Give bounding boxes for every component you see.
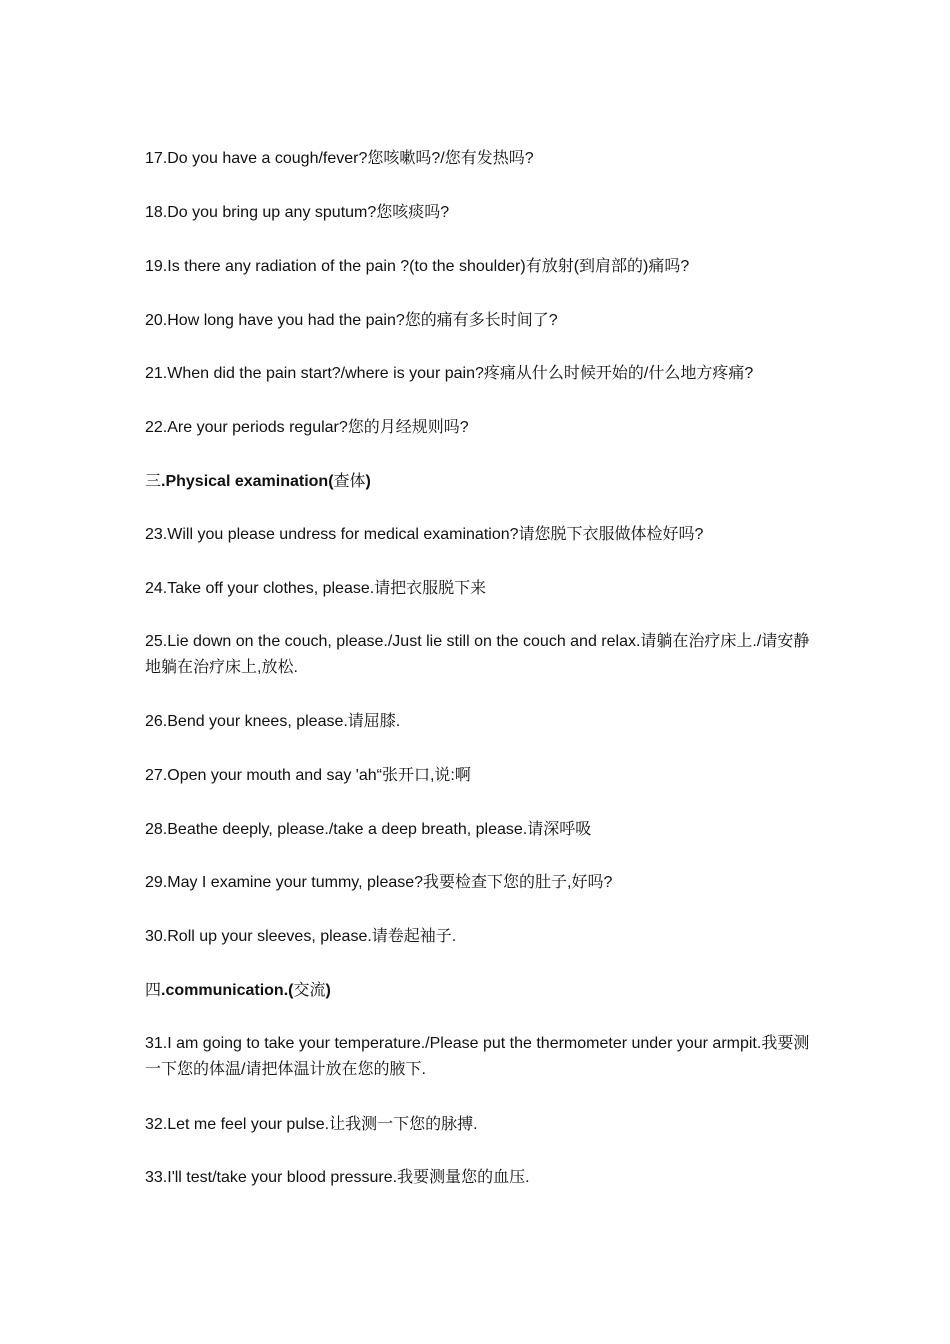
instruction-30: 30.Roll up your sleeves, please.请卷起袖子. [145,928,457,945]
question-17: 17.Do you have a cough/fever?您咳嗽吗?/您有发热吗? [145,150,534,167]
section-title-close: ) [325,982,331,999]
section-title-close: ) [365,473,371,490]
instruction-29: 29.May I examine your tummy, please?我要检查下您的肚子,好吗? [145,874,613,891]
section-title-chinese: 查体 [333,473,366,490]
section-title: .communication.( [161,982,294,999]
question-18: 18.Do you bring up any sputum?您咳痰吗? [145,204,450,221]
section-heading-physical-examination [145,468,815,495]
instruction-23: 23.Will you please undress for medical examination?请您脱下衣服做体检好吗? [145,526,704,543]
statement-33: 33.I'll test/take your blood pressure.我要测量您的血压. [145,1169,530,1186]
section-heading-communication [145,977,815,1004]
section-number: 三 [145,471,162,490]
question-20: 20.How long have you had the pain?您的痛有多长时间了? [145,312,558,329]
question-21: 21.When did the pain start?/where is your pain?疼痛从什么时候开始的/什么地方疼痛? [145,365,754,382]
question-19: 19.Is there any radiation of the pain ?(to the shoulder)有放射(到肩部的)痛吗? [145,258,690,275]
statement-31: 31.I am going to take your temperature./Please put the thermometer under your armpit.我要测一下您的体温/请把体温计放在您的腋下. [145,1035,810,1078]
instruction-27: 27.Open your mouth and say 'ah“张开口,说:啊 [145,767,471,784]
instruction-25: 25.Lie down on the couch, please./Just lie still on the couch and relax.请躺在治疗床上./请安静地躺在治疗床上,放松. [145,633,810,676]
statement-32: 32.Let me feel your pulse.让我测一下您的脉搏. [145,1116,478,1133]
instruction-26: 26.Bend your knees, please.请屈膝. [145,713,401,730]
instruction-28: 28.Beathe deeply, please./take a deep breath, please.请深呼吸 [145,821,592,838]
section-title-chinese: 交流 [293,982,326,999]
section-number: 四 [145,980,162,999]
question-22: 22.Are your periods regular?您的月经规则吗? [145,419,469,436]
section-title: .Physical examination( [161,473,334,490]
instruction-24: 24.Take off your clothes, please.请把衣服脱下来 [145,580,487,597]
